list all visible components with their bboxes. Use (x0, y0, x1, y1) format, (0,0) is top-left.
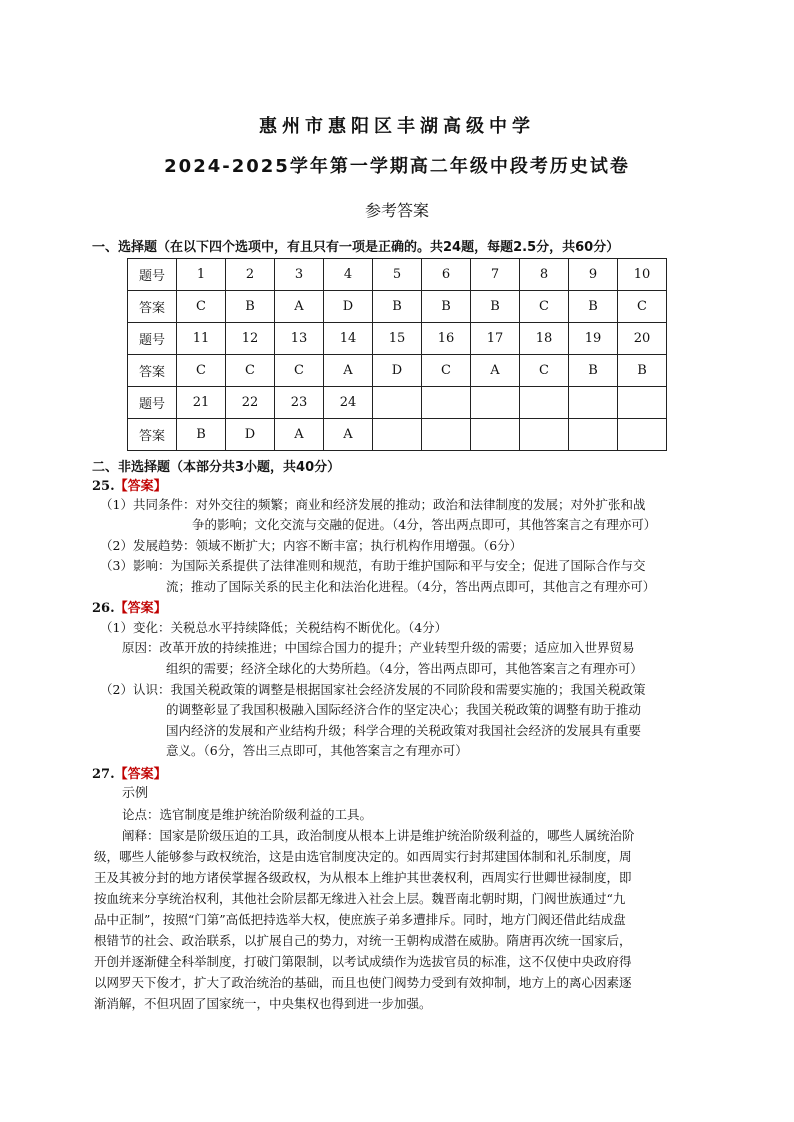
question-number-cell: 19 (569, 323, 618, 355)
question-number-row (128, 323, 667, 355)
question-number-cell: 8 (520, 259, 569, 291)
question-number-cell: 16 (422, 323, 471, 355)
exam-title: 2024-2025学年第一学期高二年级中段考历史试卷 (164, 156, 630, 177)
section2-heading: 二、非选择题（本部分共3小题，共40分） (92, 460, 341, 475)
q27-line: 以网罗天下俊才，扩大了政治统治的基础，而且也使门阀势力受到有效抑制，地方上的离心因素逐 (94, 975, 632, 990)
q27-thesis: 论点：选官制度是维护统治阶级利益的工具。 (122, 807, 373, 822)
question-number-cell (422, 387, 471, 419)
question-number-cell: 21 (177, 387, 226, 419)
answer-cell: A (324, 419, 373, 451)
question-number-cell (373, 387, 422, 419)
question-number-cell: 6 (422, 259, 471, 291)
answer-table (127, 258, 667, 451)
answer-cell: B (569, 291, 618, 323)
answer-cell: C (520, 355, 569, 387)
answer-cell (569, 419, 618, 451)
q26-line: 原因：改革开放的持续推进；中国综合国力的提升；产业转型升级的需要；适应加入世界贸易 (122, 640, 635, 655)
question-number-cell: 4 (324, 259, 373, 291)
q25-line: 流；推动了国际关系的民主化和法治化进程。（4分，答出两点即可，其他言之有理亦可） (166, 579, 656, 594)
q27-answer-tag: 【答案】 (114, 767, 167, 782)
answer-cell: B (422, 291, 471, 323)
question-number-cell: 15 (373, 323, 422, 355)
q25-line: （2）发展趋势：领域不断扩大；内容不断丰富；执行机构作用增强。（6分） (100, 538, 523, 553)
q26-line: 组织的需要；经济全球化的大势所趋。（4分，答出两点即可，其他答案言之有理亦可） (166, 661, 643, 676)
question-number-cell (520, 387, 569, 419)
answer-row (128, 419, 667, 451)
question-number-cell: 22 (226, 387, 275, 419)
section1-heading: 一、选择题（在以下四个选项中，有且只有一项是正确的。共24题，每题2.5分，共60分） (92, 240, 620, 255)
answer-row (128, 355, 667, 387)
answer-cell: A (275, 291, 324, 323)
answer-cell: C (275, 355, 324, 387)
question-number-cell: 1 (177, 259, 226, 291)
q27-line: 渐消解，不但巩固了国家统一，中央集权也得到进一步加强。 (94, 996, 432, 1011)
question-number-row (128, 387, 667, 419)
answer-cell: C (226, 355, 275, 387)
answer-cell: B (471, 291, 520, 323)
answer-cell (373, 419, 422, 451)
q26-line: 意义。（6分，答出三点即可，其他答案言之有理亦可） (166, 743, 468, 758)
question-number-cell: 13 (275, 323, 324, 355)
answer-row (128, 291, 667, 323)
row-label-cell: 题号 (128, 323, 177, 355)
question-number-cell: 18 (520, 323, 569, 355)
answer-cell: C (177, 291, 226, 323)
q26-line: （1）变化：关税总水平持续降低；关税结构不断优化。（4分） (100, 620, 448, 635)
answer-cell (471, 419, 520, 451)
question-number-cell: 9 (569, 259, 618, 291)
q26-line: （2）认识：我国关税政策的调整是根据国家社会经济发展的不同阶段和需要实施的；我国关税政策 (100, 682, 646, 697)
q27-number: 27. (92, 767, 115, 782)
q25-number: 25. (92, 479, 115, 494)
question-number-cell: 10 (618, 259, 667, 291)
question-number-row (128, 259, 667, 291)
answer-cell (422, 419, 471, 451)
question-number-cell (569, 387, 618, 419)
question-number-cell: 14 (324, 323, 373, 355)
answer-subtitle: 参考答案 (364, 201, 429, 220)
row-label-cell: 答案 (128, 355, 177, 387)
answer-cell: D (324, 291, 373, 323)
answer-cell: A (324, 355, 373, 387)
q27-line: 品中正制”，按照“门第”高低把持选举大权，使庶族子弟多遭排斥。同时，地方门阀还借此结成盘 (94, 912, 626, 927)
q25-line: （3）影响：为国际关系提供了法律准则和规范，有助于维护国际和平与安全；促进了国际合作与交 (100, 558, 646, 573)
q27-line: 级，哪些人能够参与政权统治，这是由选官制度决定的。如西周实行封邦建国体制和礼乐制度，周 (94, 849, 632, 864)
q27-line: 开创并逐渐健全科举制度，打破门第限制，以考试成绩作为选拔官员的标准，这不仅使中央政府得 (94, 954, 632, 969)
q27-header (92, 763, 167, 782)
answer-cell: B (226, 291, 275, 323)
question-number-cell: 24 (324, 387, 373, 419)
row-label-cell: 答案 (128, 291, 177, 323)
question-number-cell: 2 (226, 259, 275, 291)
answer-cell: C (422, 355, 471, 387)
row-label-cell: 答案 (128, 419, 177, 451)
question-number-cell: 5 (373, 259, 422, 291)
q27-line: 根错节的社会、政治联系，以扩展自己的势力，对统一王朝构成潜在威胁。隋唐再次统一国家后， (94, 933, 632, 948)
answer-cell (520, 419, 569, 451)
q26-line: 的调整彰显了我国积极融入国际经济合作的坚定决心；我国关税政策的调整有助于推动 (166, 702, 642, 717)
row-label-cell: 题号 (128, 259, 177, 291)
answer-cell (618, 419, 667, 451)
answer-cell: B (373, 291, 422, 323)
answer-cell: B (618, 355, 667, 387)
answer-cell: A (275, 419, 324, 451)
q27-line: 王及其被分封的地方诸侯掌握各级政权，为从根本上维护其世袭权利，西周实行世卿世禄制度，即 (94, 870, 632, 885)
question-number-cell: 11 (177, 323, 226, 355)
question-number-cell: 17 (471, 323, 520, 355)
question-number-cell: 20 (618, 323, 667, 355)
question-number-cell (471, 387, 520, 419)
question-number-cell: 23 (275, 387, 324, 419)
q26-answer-tag: 【答案】 (114, 601, 167, 616)
q25-answer-tag: 【答案】 (114, 479, 167, 494)
answer-cell: C (618, 291, 667, 323)
row-label-cell: 题号 (128, 387, 177, 419)
answer-cell: B (177, 419, 226, 451)
school-title: 惠州市惠阳区丰湖高级中学 (259, 116, 535, 137)
answer-cell: D (373, 355, 422, 387)
q26-line: 国内经济的发展和产业结构升级；科学合理的关税政策对我国社会经济的发展具有重要 (166, 723, 642, 738)
q25-line: （1）共同条件：对外交往的频繁；商业和经济发展的推动；政治和法律制度的发展；对外扩张和战 (100, 497, 646, 512)
answer-cell: C (177, 355, 226, 387)
q26-header (92, 597, 167, 616)
question-number-cell: 12 (226, 323, 275, 355)
question-number-cell: 3 (275, 259, 324, 291)
question-number-cell (618, 387, 667, 419)
question-number-cell: 7 (471, 259, 520, 291)
answer-cell: D (226, 419, 275, 451)
q25-header (92, 475, 167, 494)
answer-cell: B (569, 355, 618, 387)
q26-number: 26. (92, 601, 115, 616)
q27-line: 按血统来分享统治权利，其他社会阶层都无缘进入社会上层。魏晋南北朝时期，门阀世族通过“九 (94, 891, 626, 906)
answer-cell: C (520, 291, 569, 323)
q25-line: 争的影响；文化交流与交融的促进。（4分，答出两点即可，其他答案言之有理亦可） (192, 517, 657, 532)
q27-line: 阐释：国家是阶级压迫的工具，政治制度从根本上讲是维护统治阶级利益的，哪些人属统治阶 (122, 828, 635, 843)
q27-example-label: 示例 (122, 786, 149, 801)
answer-cell: A (471, 355, 520, 387)
